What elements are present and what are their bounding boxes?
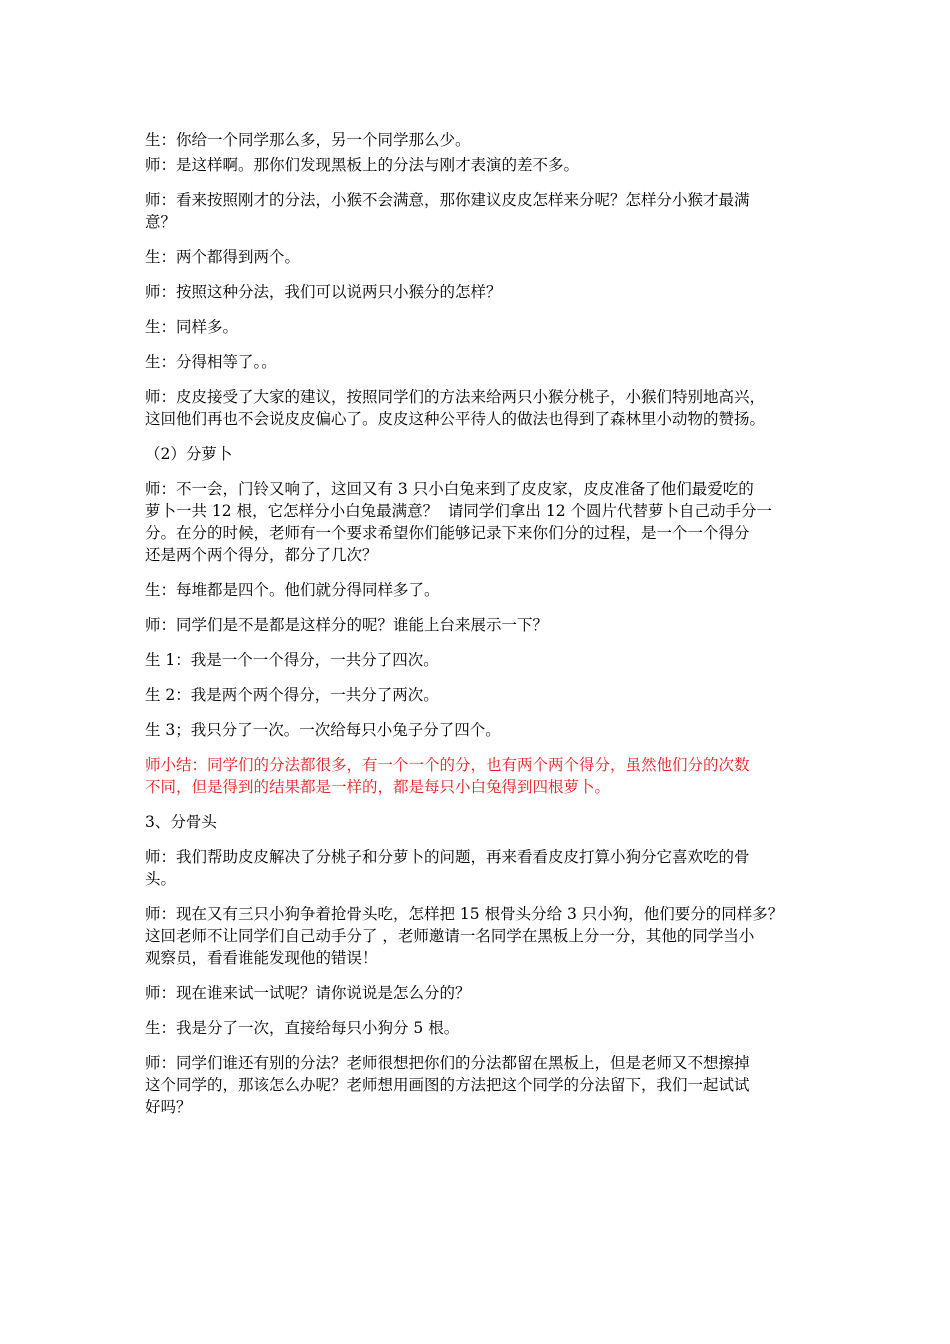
document-body xyxy=(145,129,810,1131)
paragraph-student-1: 生：你给一个同学那么多，另一个同学那么少。 xyxy=(145,131,471,149)
paragraph-teacher-1: 师：是这样啊。那你们发现黑板上的分法与刚才表演的差不多。 xyxy=(145,156,580,174)
line: 意？ xyxy=(145,213,177,231)
line: 还是两个两个得分，都分了几次？ xyxy=(145,546,378,564)
paragraph-teacher-6: 师：同学们是不是都是这样分的呢？谁能上台来展示一下？ xyxy=(145,616,549,634)
line: 师：皮皮接受了大家的建议，按照同学们的方法来给两只小猴分桃子，小猴们特别地高兴， xyxy=(145,388,766,406)
line: 这个同学的，那该怎么办呢？老师想用画图的方法把这个同学的分法留下，我们一起试试 xyxy=(145,1076,750,1094)
paragraph-student-2: 生：两个都得到两个。 xyxy=(145,248,301,266)
paragraph-student-3: 生：同样多。 xyxy=(145,318,239,336)
paragraph-teacher-4 xyxy=(145,386,810,430)
line: 师：看来按照刚才的分法，小猴不会满意，那你建议皮皮怎样来分呢？怎样分小猴才最满 xyxy=(145,191,750,209)
paragraph-teacher-3: 师：按照这种分法，我们可以说两只小猴分的怎样？ xyxy=(145,283,502,301)
paragraph-teacher-9: 师：现在谁来试一试呢？请你说说是怎么分的？ xyxy=(145,984,471,1002)
line: 这回老师不让同学们自己动手分了 ，老师邀请一名同学在黑板上分一分，其他的同学当小 xyxy=(145,927,755,945)
line: 萝卜一共 12 根，它怎样分小白兔最满意？ 请同学们拿出 12 个圆片代替萝卜自己动手分一 xyxy=(145,502,773,520)
paragraph-student-4: 生：分得相等了。。 xyxy=(145,353,277,371)
paragraph-student-8: 生 3；我只分了一次。一次给每只小兔子分了四个。 xyxy=(145,721,501,739)
paragraph-student-7: 生 2：我是两个两个得分，一共分了两次。 xyxy=(145,686,439,704)
paragraph-teacher-10 xyxy=(145,1052,810,1118)
line: 分。在分的时候，老师有一个要求希望你们能够记录下来你们分的过程，是一个一个得分 xyxy=(145,524,750,542)
paragraph-teacher-summary xyxy=(145,754,810,798)
summary-line: 不同，但是得到的结果都是一样的，都是每只小白兔得到四根萝卜。 xyxy=(145,778,611,796)
line: 师：现在又有三只小狗争着抢骨头吃，怎样把 15 根骨头分给 3 只小狗，他们要分的同样多？ xyxy=(145,905,784,923)
paragraph-teacher-5 xyxy=(145,478,810,566)
summary-prefix: 师小结： xyxy=(145,756,208,774)
line: 师：不一会，门铃又响了，这回又有 3 只小白兔来到了皮皮家，皮皮准备了他们最爱吃的 xyxy=(145,480,754,498)
paragraph-teacher-2 xyxy=(145,189,810,233)
line: 观察员，看看谁能发现他的错误！ xyxy=(145,949,378,967)
line: 这回他们再也不会说皮皮偏心了。皮皮这种公平待人的做法也得到了森林里小动物的赞扬。 xyxy=(145,410,766,428)
paragraph-teacher-8 xyxy=(145,903,810,969)
line: 师：我们帮助皮皮解决了分桃子和分萝卜的问题，再来看看皮皮打算小狗分它喜欢吃的骨 xyxy=(145,848,750,866)
line: 头。 xyxy=(145,870,177,888)
paragraph-teacher-7 xyxy=(145,846,810,890)
section-heading-radish: （2）分萝卜 xyxy=(145,445,233,463)
paragraph-student-6: 生 1：我是一个一个得分，一共分了四次。 xyxy=(145,651,439,669)
section-heading-bones: 3、分骨头 xyxy=(145,813,217,831)
summary-line: 同学们的分法都很多，有一个一个的分，也有两个两个得分，虽然他们分的次数 xyxy=(207,756,750,774)
line: 好吗？ xyxy=(145,1098,192,1116)
paragraph-student-9: 生：我是分了一次，直接给每只小狗分 5 根。 xyxy=(145,1019,460,1037)
paragraph-student-5: 生：每堆都是四个。他们就分得同样多了。 xyxy=(145,581,440,599)
line: 师：同学们谁还有别的分法？老师很想把你们的分法都留在黑板上，但是老师又不想擦掉 xyxy=(145,1054,750,1072)
